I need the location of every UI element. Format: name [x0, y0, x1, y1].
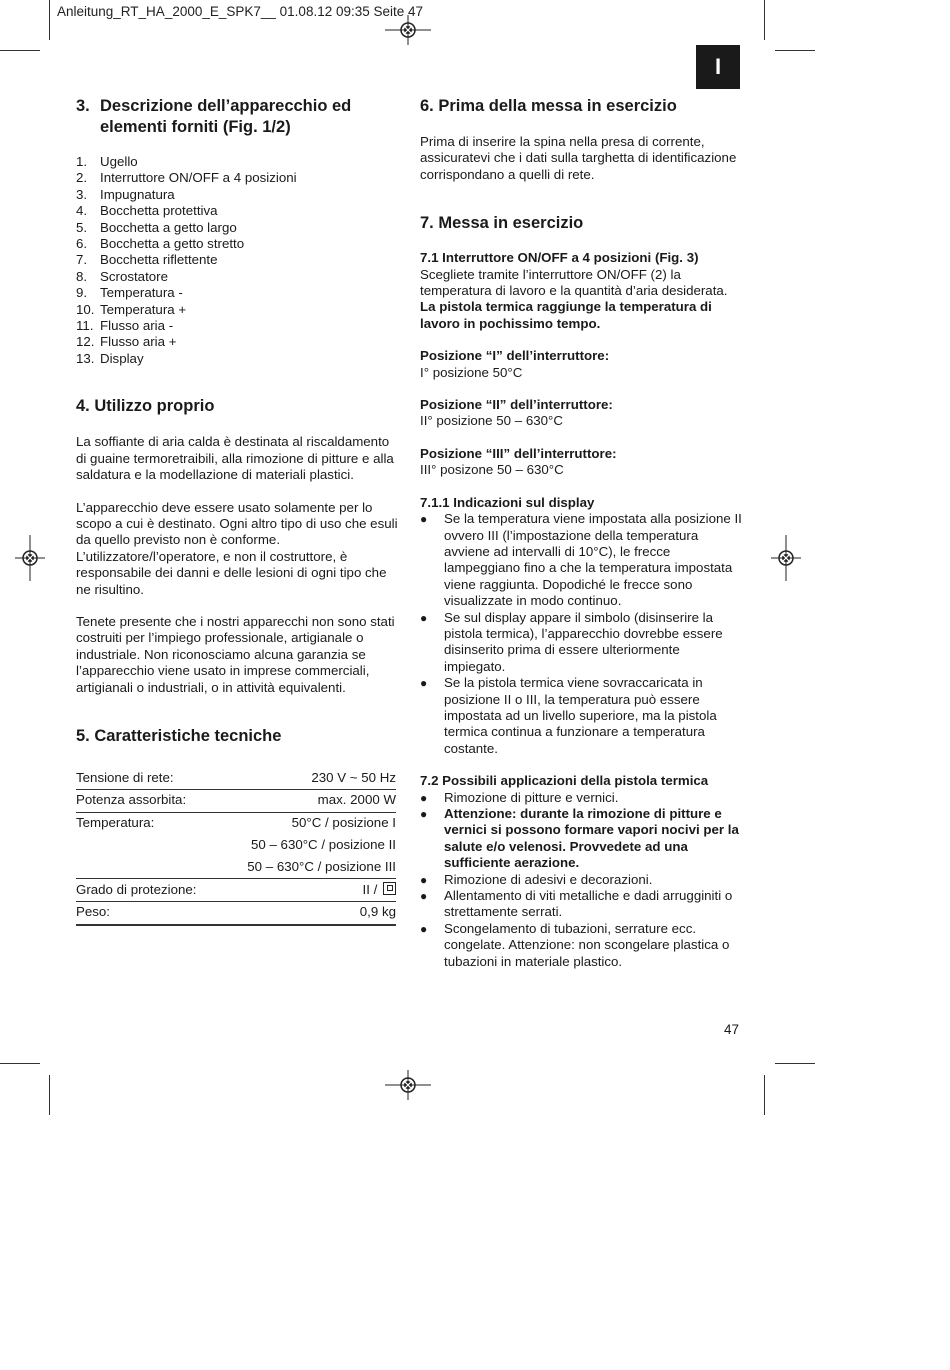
- list-item: [420, 511, 742, 609]
- page-number: 47: [724, 1022, 740, 1037]
- section-7-1-1-title: 7.1.1 Indicazioni sul display: [420, 494, 595, 510]
- table-row: [76, 878, 396, 901]
- list-item: [76, 285, 398, 301]
- item-text: Bocchetta riflettente: [100, 252, 218, 268]
- item-number: 5.: [76, 219, 88, 235]
- table-row: [76, 901, 396, 924]
- section-4-paragraph-3: Tenete presente che i nostri apparecchi non sono stati costruiti per l’impiego professionale, artigianale o industriale. Non riconosciamo alcuna garanzia se l’apparecchio viene usato in imprese commerciali, artigianali o industriali, o in attività equivalenti.: [76, 613, 395, 695]
- section-7-2-title: 7.2 Possibili applicazioni della pistola termica: [420, 773, 709, 789]
- list-item: [420, 675, 742, 757]
- spec-label: [76, 856, 219, 878]
- spec-value: II /: [362, 881, 378, 897]
- spec-label: Temperatura:: [76, 815, 155, 831]
- bullet-icon: ●: [420, 790, 428, 805]
- bullet-icon: ●: [420, 872, 428, 887]
- section-4-title: 4. Utilizzo proprio: [76, 397, 215, 416]
- spec-value: 50 – 630°C / posizione III: [219, 856, 396, 878]
- list-item: [420, 610, 742, 676]
- list-item: [76, 203, 398, 219]
- item-text: Se la pistola termica viene sovraccaricata in posizione II o III, la temperatura può essere impostata ad un livello superiore, ma la pistola termica continua a funzionare a temperatura costante.: [444, 675, 717, 756]
- item-number: 11.: [76, 318, 94, 334]
- position-3-label: Posizione “III” dell’interruttore:: [420, 445, 617, 461]
- crop-mark: [0, 1063, 40, 1064]
- list-item: [76, 269, 398, 285]
- spec-label: Potenza assorbita:: [76, 789, 219, 812]
- bullet-icon: ●: [420, 921, 428, 936]
- table-row: [76, 812, 396, 834]
- double-insulation-icon: [383, 882, 396, 895]
- registration-mark-icon: [385, 15, 431, 45]
- item-number: 8.: [76, 268, 88, 284]
- list-item: [76, 252, 398, 268]
- section-4-paragraph-1: La soffiante di aria calda è destinata al riscaldamento di guaine termoretraibili, alla rimozione di pitture e alla saldatura e la modellazione di materiali plastici.: [76, 434, 394, 483]
- crop-mark: [764, 0, 765, 40]
- section-4-paragraph-2: L’apparecchio deve essere usato solamente per lo scopo a cui è destinato. Ogni altro tipo di uso che esuli da quello previsto non è conforme. L’utilizzatore/l’operatore, e non il costruttore, è responsabile dei danni e delle lesioni di ogni tipo che ne risultino.: [76, 499, 398, 597]
- crop-mark: [775, 50, 815, 51]
- spec-value: 50°C / posizione I: [291, 815, 396, 831]
- item-text: Bocchetta protettiva: [100, 203, 218, 219]
- section-7-1-text: Scegliete tramite l’interruttore ON/OFF (2) la temperatura di lavoro e la quantità d’aria desiderata.: [420, 266, 728, 299]
- section-7-1-title: 7.1 Interruttore ON/OFF a 4 posizioni (Fig. 3): [420, 250, 699, 266]
- position-2-label: Posizione “II” dell’interruttore:: [420, 397, 613, 413]
- item-number: 13.: [76, 350, 95, 366]
- position-2-text: II° posizione 50 – 630°C: [420, 413, 563, 429]
- section-5-title: 5. Caratteristiche tecniche: [76, 726, 282, 745]
- display-notes-list: [420, 511, 742, 757]
- spec-label: Peso:: [76, 901, 219, 924]
- list-item: [420, 872, 742, 888]
- right-column: [420, 96, 742, 970]
- list-item: [76, 318, 398, 334]
- bullet-icon: ●: [420, 512, 428, 527]
- technical-data-table: [76, 767, 396, 926]
- list-item: [420, 790, 742, 806]
- crop-mark: [49, 0, 50, 40]
- table-row: [76, 834, 396, 856]
- spec-value: max. 2000 W: [219, 789, 396, 812]
- item-text: Se la temperatura viene impostata alla posizione II ovvero III (l’impostazione della temperatura avviene ad intervalli di 10°C), le frecce lampeggiano fino a che la temperatura impostata viene raggiunta. Dopodiché le frecce sono visualizzate in modo continuo.: [444, 511, 742, 609]
- item-text: Interruttore ON/OFF a 4 posizioni: [100, 170, 297, 186]
- item-number: 7.: [76, 252, 88, 268]
- list-item: [76, 170, 398, 186]
- language-tab: I: [696, 45, 740, 89]
- bullet-icon: ●: [420, 889, 428, 904]
- item-number: 4.: [76, 203, 88, 219]
- bullet-icon: ●: [420, 676, 428, 691]
- spec-label: [76, 834, 219, 856]
- item-text: Scrostatore: [100, 268, 168, 284]
- spec-value: 230 V ~ 50 Hz: [219, 767, 396, 789]
- section-3-number: 3.: [76, 97, 90, 115]
- item-text: Temperatura -: [100, 285, 183, 301]
- bullet-icon: ●: [420, 610, 428, 625]
- crop-mark: [764, 1075, 765, 1115]
- section-3-heading: [76, 96, 398, 138]
- section-7-title: 7. Messa in esercizio: [420, 214, 584, 233]
- table-row: [76, 856, 396, 878]
- table-row: [76, 767, 396, 789]
- crop-mark: [775, 1063, 815, 1064]
- list-item: [420, 806, 742, 872]
- bullet-icon: ●: [420, 807, 428, 821]
- table-row: [76, 789, 396, 812]
- section-3-title: [100, 96, 351, 138]
- item-text: Temperatura +: [100, 301, 187, 317]
- list-item: [76, 334, 398, 350]
- item-number: 6.: [76, 236, 88, 252]
- item-text: Impugnatura: [100, 186, 175, 202]
- position-1-text: I° posizione 50°C: [420, 364, 523, 380]
- item-text: Flusso aria -: [100, 318, 174, 334]
- item-number: 1.: [76, 154, 88, 169]
- section-7-1-bold-note: La pistola termica raggiunge la temperatura di lavoro in pochissimo tempo.: [420, 299, 712, 331]
- crop-mark: [0, 50, 40, 51]
- registration-mark-icon: [15, 535, 45, 581]
- registration-mark-icon: [385, 1070, 431, 1100]
- section-3-title-line2: elementi forniti (Fig. 1/2): [100, 118, 291, 136]
- item-number: 12.: [76, 334, 95, 350]
- item-text: Ugello: [100, 154, 138, 169]
- section-6-title: 6. Prima della messa in esercizio: [420, 97, 677, 115]
- list-item: [420, 921, 742, 970]
- list-item: [76, 154, 398, 170]
- section-3-title-line1: Descrizione dell’apparecchio ed: [100, 97, 352, 115]
- item-text: Allentamento di viti metalliche e dadi arrugginiti o strettamente serrati.: [444, 888, 733, 920]
- item-text: Display: [100, 350, 144, 366]
- spec-value: 50 – 630°C / posizione II: [250, 837, 396, 853]
- print-slug-header: Anleitung_RT_HA_2000_E_SPK7__ 01.08.12 09:35 Seite 47: [57, 4, 424, 19]
- item-number: 10.: [76, 301, 95, 317]
- item-number: 3.: [76, 186, 88, 202]
- spec-label: Grado di protezione:: [76, 878, 219, 901]
- spec-value: 0,9 kg: [219, 901, 396, 924]
- crop-mark: [49, 1075, 50, 1115]
- spec-label: Tensione di rete:: [76, 767, 219, 789]
- parts-list: [76, 154, 398, 367]
- applications-list: [420, 790, 742, 970]
- item-text: Rimozione di adesivi e decorazioni.: [444, 871, 653, 887]
- section-6-paragraph: Prima di inserire la spina nella presa di corrente, assicuratevi che i dati sulla targhetta di identificazione corrispondano a quelli di rete.: [420, 134, 737, 182]
- item-text: Bocchetta a getto stretto: [100, 236, 245, 252]
- position-3-text: III° posizone 50 – 630°C: [420, 462, 564, 478]
- list-item: [76, 302, 398, 318]
- list-item: [76, 351, 398, 367]
- left-column: [76, 96, 398, 926]
- registration-mark-icon: [771, 535, 801, 581]
- list-item: [76, 236, 398, 252]
- list-item: [76, 187, 398, 203]
- item-text: Bocchetta a getto largo: [100, 219, 237, 235]
- item-number: 2.: [76, 170, 88, 186]
- list-item: [76, 220, 398, 236]
- item-number: 9.: [76, 285, 88, 301]
- position-1-label: Posizione “I” dell’interruttore:: [420, 348, 610, 364]
- item-text: Rimozione di pitture e vernici.: [444, 789, 619, 805]
- item-text: Se sul display appare il simbolo (disinserire la pistola termica), l’apparecchio dovrebbe essere disinserito prima di essere ulteriormente impiegato.: [444, 609, 723, 674]
- item-text: Scongelamento di tubazioni, serrature ecc. congelate. Attenzione: non scongelare plastica o tubazioni in materiale plastico.: [444, 920, 730, 969]
- item-text-warning: Attenzione: durante la rimozione di pitture e vernici si possono formare vapori nocivi per la salute e/o velenosi. Provvedete ad una sufficiente aerazione.: [444, 806, 739, 871]
- item-text: Flusso aria +: [100, 334, 177, 350]
- list-item: [420, 888, 742, 921]
- spec-value-cell: [219, 878, 396, 901]
